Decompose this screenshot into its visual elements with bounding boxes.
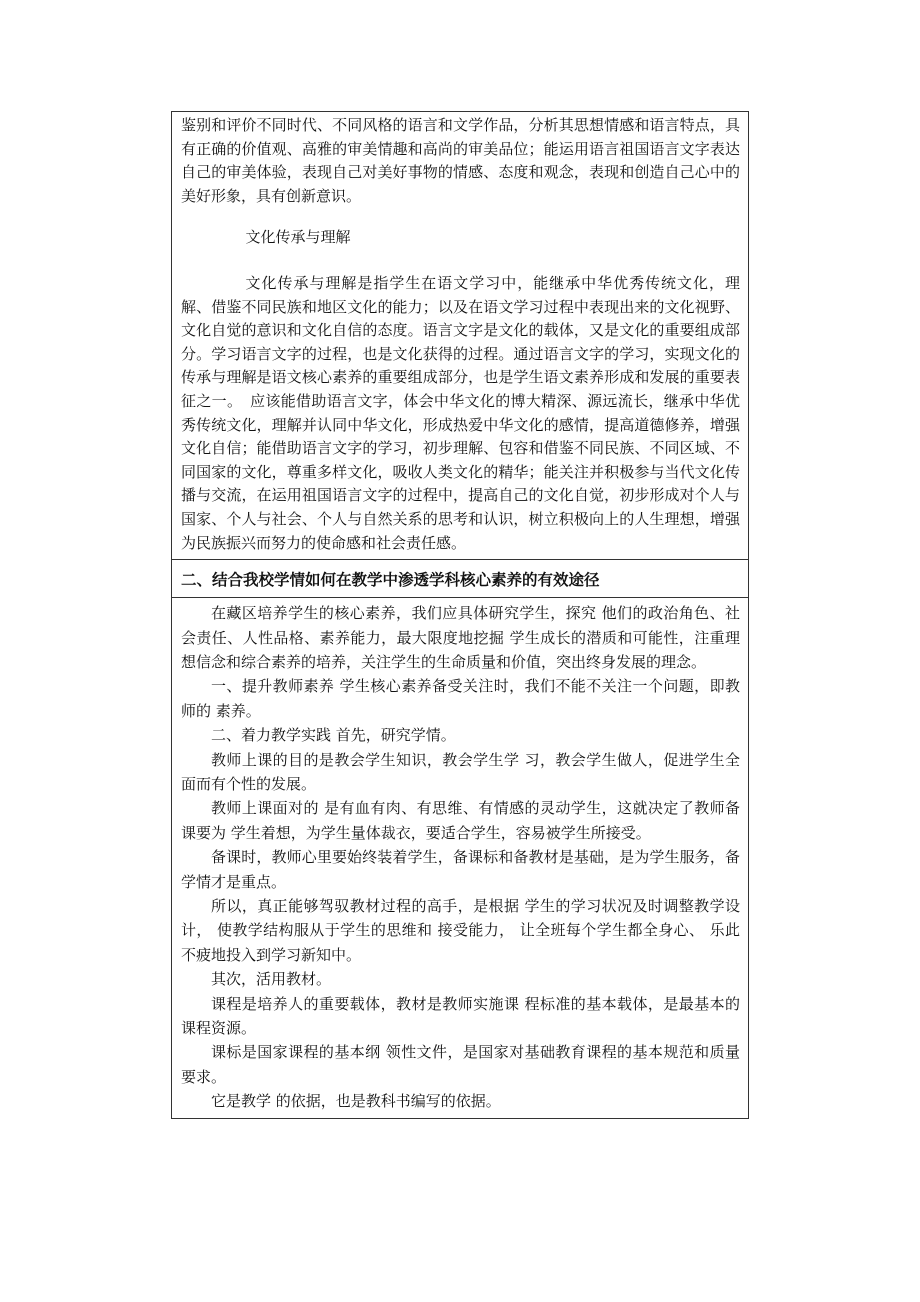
subheading-culture: 文化传承与理解 <box>245 228 351 247</box>
paragraph: 所以，真正能够驾驭教材过程的高手，是根据 学生的学习状况及时调整教学设计， 使教学结构服从于学生的思维和 接受能力， 让全班每个学生都全身心、 乐此不疲地投入到学习新知中。 <box>181 896 740 964</box>
paragraph: 一、提升教师素养 学生核心素养备受关注时，我们不能不关注一个问题，即教师的 素养。 <box>181 677 740 720</box>
paragraph: 二、着力教学实践 首先，研究学情。 <box>211 726 456 745</box>
table-cell-culture <box>172 112 748 559</box>
paragraph: 它是教学 的依据，也是教科书编写的依据。 <box>211 1092 501 1111</box>
paragraph-aesthetic: 鉴别和评价不同时代、不同风格的语言和文学作品，分析其思想情感和语言特点，具有正确的价值观、高雅的审美情趣和高尚的审美品位；能运用语言祖国语言文字表达自己的审美体验，表现自己对美好事物的情感、态度和观念，表现和创造自己心中的美好形象，具有创新意识。 <box>181 116 740 205</box>
paragraph: 课标是国家课程的基本纲 领性文件，是国家对基础教育课程的基本规范和质量要求。 <box>181 1043 740 1086</box>
paragraph: 教师上课面对的 是有血有肉、有思维、有情感的灵动学生，这就决定了教师备课要为 学生着想，为学生量体裁衣，要适合学生，容易被学生所接受。 <box>181 799 740 842</box>
paragraph: 备课时，教师心里要始终装着学生，备课标和备教材是基础，是为学生服务，备学情才是重点。 <box>181 848 740 891</box>
document-table <box>171 111 749 1119</box>
paragraph: 课程是培养人的重要载体，教材是教师实施课 程标准的基本载体，是最基本的课程资源。 <box>181 994 740 1037</box>
paragraph: 其次，活用教材。 <box>211 970 332 989</box>
table-cell-methods <box>172 597 748 1118</box>
section-title: 二、结合我校学情如何在教学中渗透学科核心素养的有效途径 <box>181 570 600 589</box>
paragraph: 在藏区培养学生的核心素养，我们应具体研究学生，探究 他们的政治角色、社会责任、人性品格、素养能力，最大限度地挖掘 学生成长的潜质和可能性，注重理想信念和综合素养的培养，关注学生的生命质量和价值，突出终身发展的理念。 <box>181 604 740 671</box>
table-cell-section-title <box>172 559 748 597</box>
paragraph: 教师上课的目的是教会学生知识，教会学生学 习，教会学生做人，促进学生全面而有个性的发展。 <box>181 750 740 793</box>
paragraph-culture: 文化传承与理解是指学生在语文学习中，能继承中华优秀传统文化，理解、借鉴不同民族和地区文化的能力；以及在语文学习过程中表现出来的文化视野、文化自觉的意识和文化自信的态度。语言文字是文化的载体，又是文化的重要组成部分。学习语言文字的过程，也是文化获得的过程。通过语言文字的学习，实现文化的传承与理解是语文核心素养的重要组成部分，也是学生语文素养形成和发展的重要表征之一。 应该能借助语言文字，体会中华文化的博大精深、源远流长，继承中华优秀传统文化，理解并认同中华文化，形成热爱中华文化的感情，提高道德修养，增强文化自信；能借助语言文字的学习，初步理解、包容和借鉴不同民族、不同区域、不同国家的文化，尊重多样文化，吸收人类文化的精华；能关注并积极参与当代文化传播与交流，在运用祖国语言文字的过程中，提高自己的文化自觉，初步形成对个人与国家、个人与社会、个人与自然关系的思考和认识，树立积极向上的人生理想，增强为民族振兴而努力的使命感和社会责任感。 <box>181 273 740 552</box>
